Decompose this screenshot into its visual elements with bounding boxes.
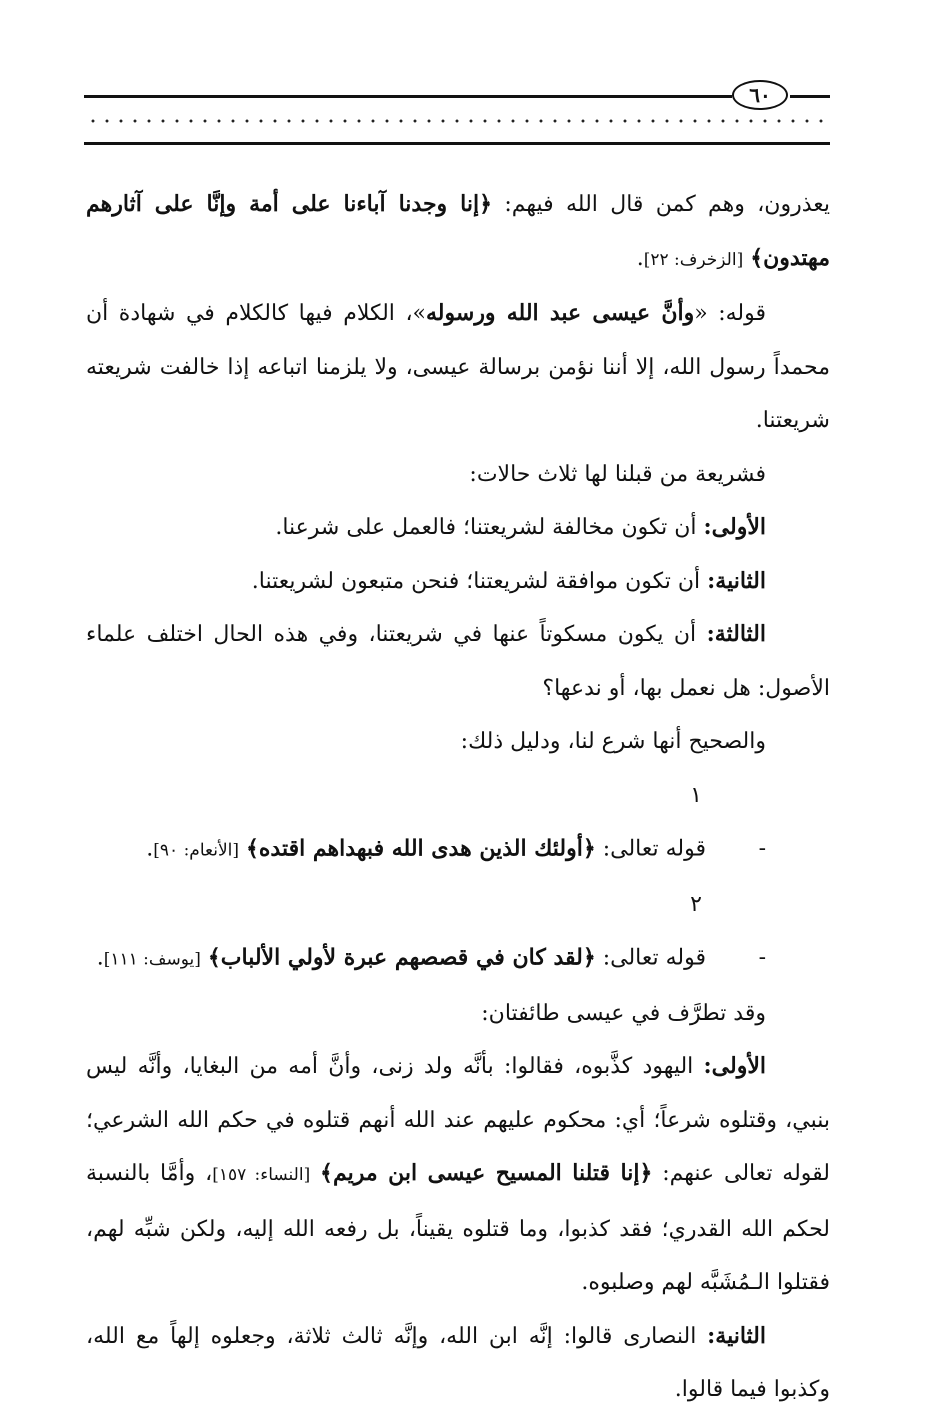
body-text: قوله تعالى: (595, 836, 706, 861)
paragraph (86, 769, 830, 878)
body-text (310, 1161, 320, 1186)
paragraph (86, 987, 830, 1041)
emphasis-text: ﴿إنا وجدنا آباءنا على أمة وإنَّا على آثارهم مهتدون﴾ (86, 191, 830, 271)
body-text: اليهود كذَّبوه، فقالوا: بأنَّه ولد زنى، وأنَّ أمه من البغايا، وأنَّه ليس بنبي، وقتلوه شرعاً؛ أي: محكوم عليهم عند الله أنهم قتلوه في حكم الله الشرعي؛ لقوله تعالى عنهم: (86, 1054, 830, 1186)
body-text: أن يكون مسكوتاً عنها في شريعتنا، وفي هذه الحال اختلف علماء الأصول: هل نعمل بها، أو ندعها؟ (86, 622, 830, 701)
body-text: فشريعة من قبلنا لها ثلاث حالات: (469, 461, 766, 487)
paragraph (86, 501, 830, 555)
citation: [الزخرف: ٢٢] (643, 249, 744, 270)
page-header (84, 78, 830, 158)
list-number: ١ - (690, 782, 766, 861)
paragraph (86, 1310, 830, 1417)
body-text: أن تكون مخالفة لشريعتنا؛ فالعمل على شرعنا. (275, 515, 704, 540)
body-text: يعذرون، وهم كمن قال الله فيهم: (492, 192, 830, 217)
citation: [النساء: ١٥٧] (212, 1165, 311, 1185)
list-number: ٢ - (690, 891, 766, 970)
citation: [الأنعام: ٩٠] (153, 840, 239, 860)
paragraph (86, 715, 830, 769)
body-text: النصارى قالوا: إنَّه ابن الله، وإنَّه ثالث ثلاثة، وجعلوه إلهاً مع الله، وكذبوا فيما قالوا. (86, 1323, 830, 1402)
body-text: وقد تطرَّف في عيسى طائفتان: (481, 1000, 766, 1026)
emphasis-text: الثالثة: (706, 621, 766, 647)
header-rule (84, 95, 732, 98)
body-text (239, 836, 246, 861)
body-text: »، الكلام فيها كالكلام في شهادة أن محمداً رسول الله، إلا أننا نؤمن برسالة عيسى، ولا يلزمنا اتباعه إذا خالفت شريعته شريعتنا. (86, 301, 831, 433)
page-body (86, 178, 830, 1417)
emphasis-text: ﴿أولئك الذين هدى الله فبهداهم اقتده﴾ (246, 835, 596, 861)
body-text: أن تكون موافقة لشريعتنا؛ فنحن متبعون لشريعتنا. (251, 568, 708, 594)
citation: [يوسف: ١١١] (103, 949, 201, 969)
emphasis-text: الأولى: (703, 1053, 766, 1079)
body-text: . (96, 945, 104, 970)
paragraph (86, 1040, 830, 1310)
emphasis-text: وأنَّ عيسى عبد الله ورسوله (426, 300, 695, 326)
emphasis-text: الثانية: (707, 1322, 766, 1349)
emphasis-text: ﴿لقد كان في قصصهم عبرة لأولي الألباب﴾ (207, 944, 596, 970)
page-number: ٦٠ (732, 80, 788, 110)
body-text: ، وأمَّا بالنسبة لحكم الله القدري؛ فقد كذبوا، وما قتلوه يقيناً، بل رفعه الله إليه، ولكن شبِّه لهم، فقتلوا الـمُشَبَّه لهم وصلبوه. (86, 1161, 830, 1295)
emphasis-text: ﴿إنا قتلنا المسيح عيسى ابن مريم﴾ (320, 1160, 653, 1186)
body-text: . (636, 245, 644, 271)
header-bottom-rule (84, 142, 830, 145)
emphasis-text: الأولى: (703, 514, 766, 540)
paragraph (86, 287, 830, 448)
body-text: قوله تعالى: (595, 945, 706, 970)
dotted-separator (84, 116, 830, 126)
emphasis-text: الثانية: (707, 567, 766, 594)
header-rule-end (790, 95, 830, 98)
body-text (201, 945, 208, 970)
body-text: والصحيح أنها شرع لنا، ودليل ذلك: (460, 729, 766, 754)
paragraph (86, 555, 830, 609)
body-text: قوله: « (694, 301, 767, 326)
paragraph (86, 608, 830, 715)
body-text: . (146, 836, 154, 861)
paragraph (86, 178, 830, 287)
paragraph (86, 878, 830, 987)
paragraph (86, 448, 830, 502)
